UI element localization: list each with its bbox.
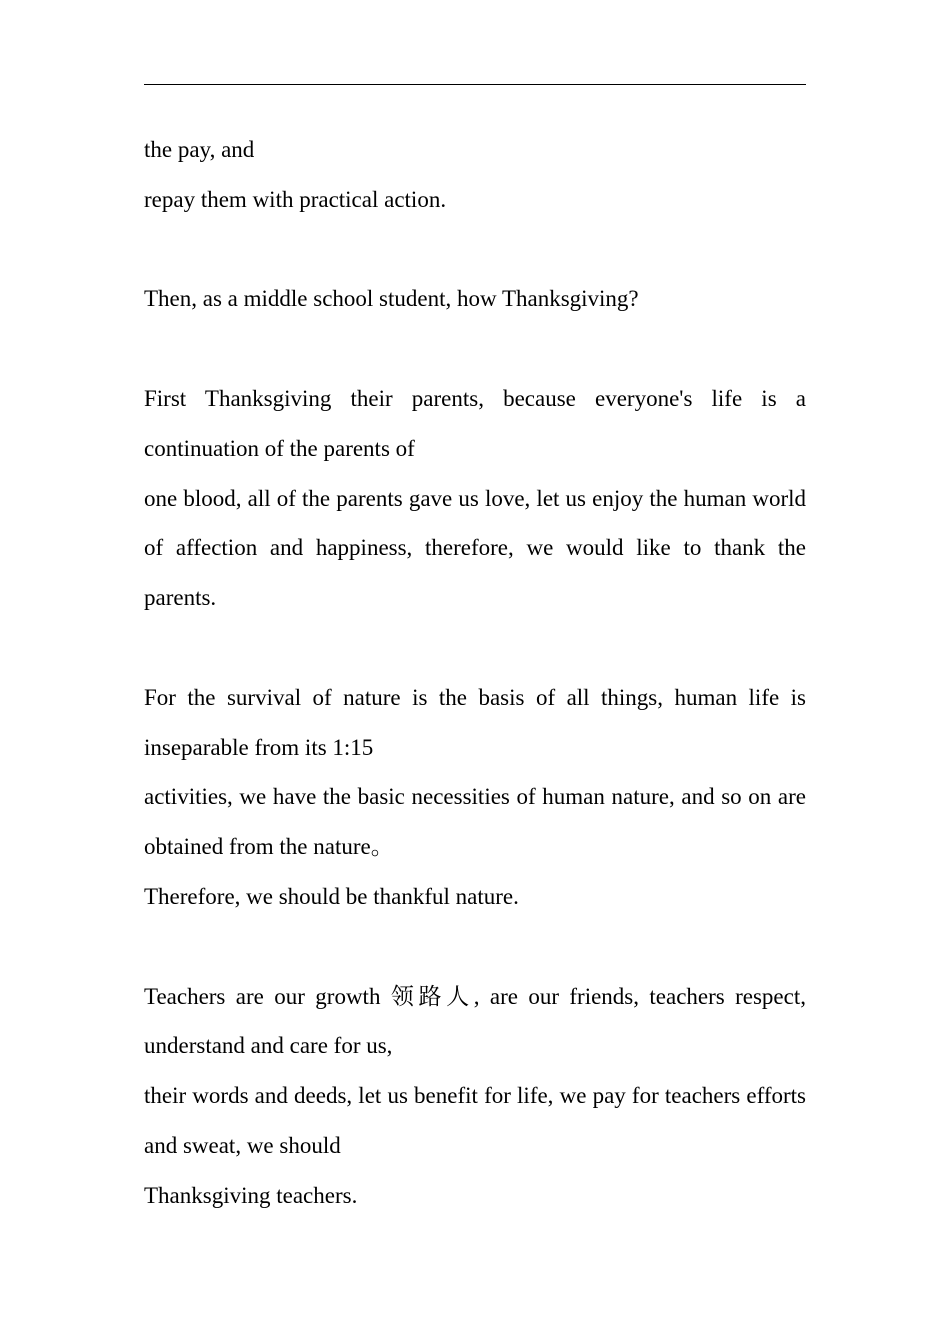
paragraph-text: First Thanksgiving their parents, because everyone's life is a continuation of the parents of: [144, 385, 806, 461]
blank-line: [144, 225, 806, 275]
blank-line: [144, 324, 806, 374]
text-line: Thanksgiving teachers.: [144, 1182, 358, 1208]
blank-line: [144, 623, 806, 673]
text-line: the pay, and: [144, 137, 255, 162]
text-line: Then, as a middle school student, how Thanksgiving?: [144, 286, 639, 312]
paragraph-text: their words and deeds, let us benefit for life, we pay for teachers efforts and sweat, we should: [144, 1083, 806, 1158]
blank-line: [144, 922, 806, 972]
paragraph-text: Teachers are our growth 领路人, are our friends, teachers respect, understand and care for us,: [144, 983, 806, 1059]
text-line: repay them with practical action.: [144, 186, 447, 212]
paragraph-text: activities, we have the basic necessities of human nature, and so on are obtained from the nature。: [144, 784, 806, 860]
header-rule: [144, 84, 806, 85]
paragraph-text: For the survival of nature is the basis of all things, human life is inseparable from its 1:15: [144, 684, 806, 760]
document-body: [144, 125, 806, 1221]
paragraph-text: one blood, all of the parents gave us love, let us enjoy the human world of affection and happiness, therefore, we would like to thank the parents.: [144, 485, 806, 611]
text-line: Therefore, we should be thankful nature.: [144, 883, 519, 909]
